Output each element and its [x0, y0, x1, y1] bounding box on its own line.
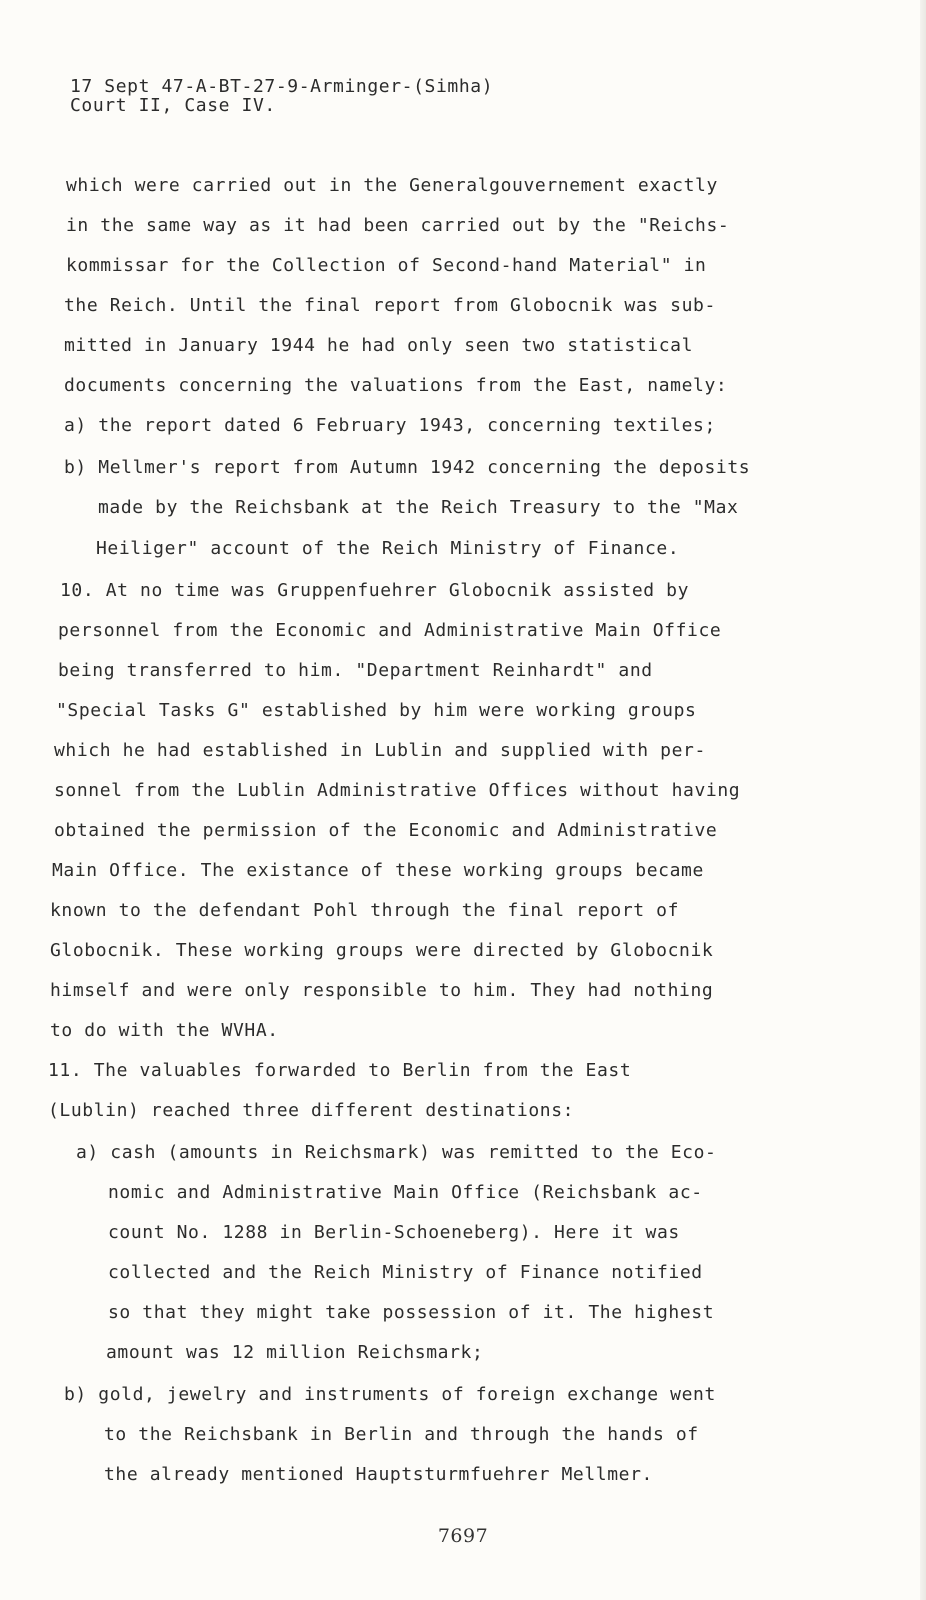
body-line: himself and were only responsible to him. They had nothing — [50, 980, 714, 1001]
body-line: Globocnik. These working groups were directed by Globocnik — [50, 940, 714, 961]
body-line: a) cash (amounts in Reichsmark) was remitted to the Eco- — [76, 1142, 717, 1163]
body-line: the already mentioned Hauptsturmfuehrer Mellmer. — [104, 1464, 653, 1485]
body-line: Main Office. The existance of these working groups became — [52, 860, 704, 881]
header-court-case-line: Court II, Case IV. — [70, 95, 276, 116]
body-line: b) Mellmer's report from Autumn 1942 concerning the deposits — [64, 457, 751, 478]
body-line: personnel from the Economic and Administrative Main Office — [58, 620, 722, 641]
body-line: made by the Reichsbank at the Reich Treasury to the "Max — [98, 497, 739, 518]
body-line: count No. 1288 in Berlin-Schoeneberg). Here it was — [108, 1222, 680, 1243]
body-line: 10. At no time was Gruppenfuehrer Globocnik assisted by — [60, 580, 690, 601]
body-line: to the Reichsbank in Berlin and through the hands of — [104, 1424, 699, 1445]
body-line: which were carried out in the Generalgouvernement exactly — [66, 175, 718, 196]
body-line: collected and the Reich Ministry of Finance notified — [108, 1262, 703, 1283]
body-line: kommissar for the Collection of Second-hand Material" in — [66, 255, 707, 276]
body-line: mitted in January 1944 he had only seen two statistical — [64, 335, 694, 356]
body-line: b) gold, jewelry and instruments of foreign exchange went — [64, 1384, 716, 1405]
header-reference-line: 17 Sept 47-A-BT-27-9-Arminger-(Simha) — [70, 76, 494, 97]
body-line: the Reich. Until the final report from Globocnik was sub- — [64, 295, 716, 316]
body-line: sonnel from the Lublin Administrative Offices without having — [54, 780, 741, 801]
body-line: so that they might take possession of it. The highest — [108, 1302, 715, 1323]
body-line: known to the defendant Pohl through the final report of — [50, 900, 680, 921]
body-line: to do with the WVHA. — [50, 1020, 279, 1041]
body-line: (Lublin) reached three different destinations: — [48, 1100, 575, 1121]
body-line: a) the report dated 6 February 1943, concerning textiles; — [64, 415, 716, 436]
body-line: documents concerning the valuations from the East, namely: — [64, 375, 728, 396]
body-line: nomic and Administrative Main Office (Reichsbank ac- — [108, 1182, 703, 1203]
body-line: in the same way as it had been carried out by the "Reichs- — [66, 215, 730, 236]
body-line: which he had established in Lublin and supplied with per- — [54, 740, 706, 761]
body-line: Heiliger" account of the Reich Ministry of Finance. — [96, 538, 680, 559]
body-line: obtained the permission of the Economic and Administrative — [54, 820, 718, 841]
body-line: amount was 12 million Reichsmark; — [106, 1342, 484, 1363]
body-line: being transferred to him. "Department Reinhardt" and — [58, 660, 653, 681]
body-line: "Special Tasks G" established by him were working groups — [56, 700, 697, 721]
body-line: 11. The valuables forwarded to Berlin from the East — [48, 1060, 632, 1081]
page-number: 7697 — [437, 1525, 489, 1547]
